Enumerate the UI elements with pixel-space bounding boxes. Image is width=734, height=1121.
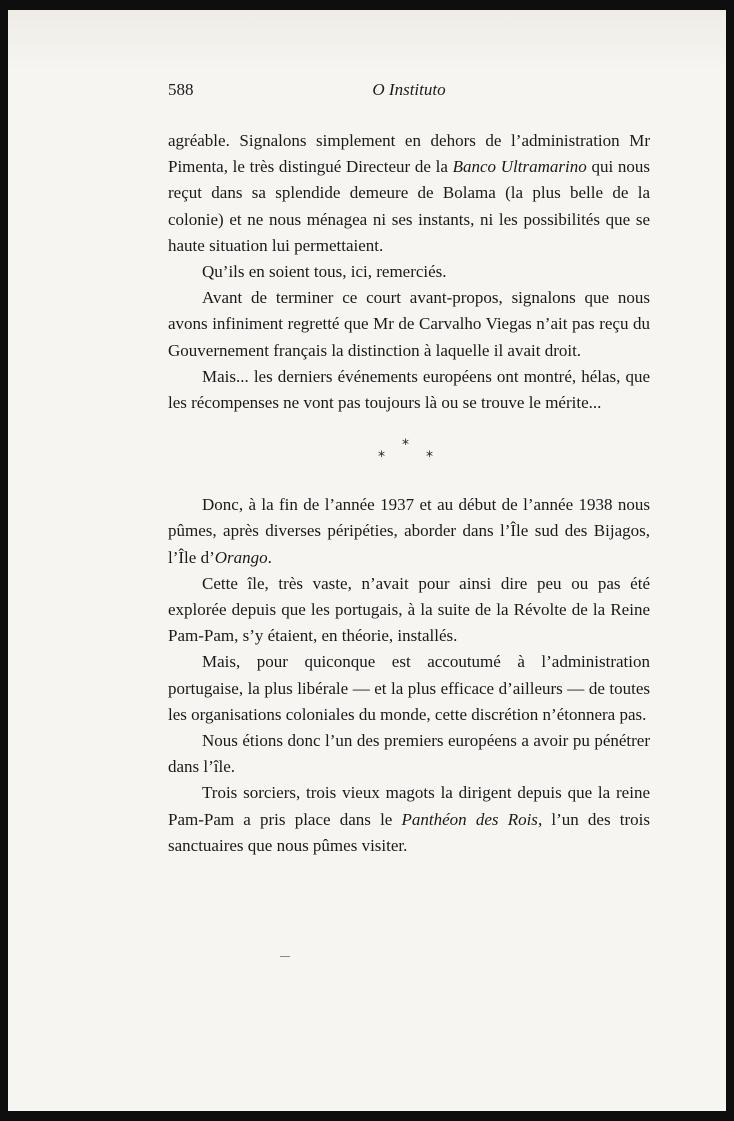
paragraph: Trois sorciers, trois vieux magots la dirigent depuis que la reine Pam-Pam a pris place dans le Panthéon des Rois, l’un des trois sanctuaires que nous pûmes visiter. (168, 783, 650, 855)
paragraph: Mais, pour quiconque est accoutumé à l’administration portugaise, la plus libérale — et la plus efficace d’ailleurs — de toutes les organisations coloniales du monde, cette discrétion n’étonnera pas. (168, 652, 650, 724)
paragraph: Avant de terminer ce court avant-propos, signalons que nous avons infiniment regretté que Mr de Carvalho Viegas n’ait pas reçu du Gouvernement français la distinction à laquelle il avait droit. (168, 288, 650, 360)
page (8, 10, 726, 1111)
paragraph: Mais... les derniers événements européens ont montré, hélas, que les récompenses ne vont pas toujours là ou se trouve le mérite... (168, 366, 650, 413)
paragraph: Qu’ils en soient tous, ici, remerciés. (202, 262, 447, 282)
asterisk: * (402, 437, 409, 454)
page-number: 588 (168, 80, 194, 99)
section-break (168, 416, 650, 492)
page-top-bleed (8, 10, 726, 70)
paragraph: Donc, à la fin de l’année 1937 et au début de l’année 1938 nous pûmes, après diverses péripéties, aborder dans l’Île sud des Bijagos, l’Île d’Orango. (168, 495, 650, 567)
body-text (168, 128, 650, 859)
asterisk: * (426, 449, 433, 466)
paragraph: agréable. Signalons simplement en dehors de l’administration Mr Pimenta, le très distingué Directeur de la Banco Ultramarino qui nous reçut dans sa splendide demeure de Bolama (la plus belle de la colonie) et ne nous ménagea ni ses instants, ni les possibilités que se haute situation lui permettaient. (168, 131, 651, 255)
journal-title: O Instituto (372, 80, 446, 99)
asterisk: * (378, 449, 385, 466)
paragraph: Cette île, très vaste, n’avait pour ainsi dire peu ou pas été explorée depuis que les portugais, à la suite de la Révolte de la Reine Pam-Pam, s’y étaient, en théorie, installés. (168, 573, 650, 646)
paragraph: Nous étions donc l’un des premiers européens a avoir pu pénétrer dans l’île. (168, 731, 650, 777)
decorative-rule (280, 956, 290, 957)
